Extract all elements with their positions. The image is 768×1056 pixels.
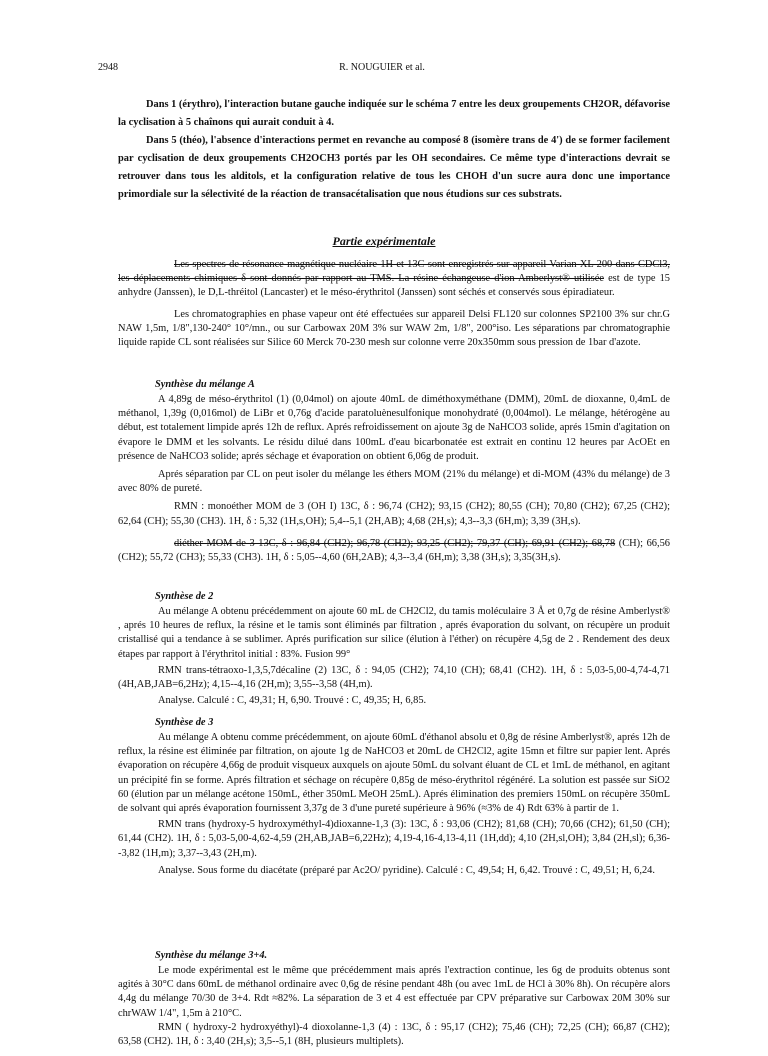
synthesis-2-block: [118, 605, 670, 708]
synthesis-2-analysis: Analyse. Calculé : C, 49,31; H, 6,90. Trouvé : C, 49,35; H, 6,85.: [158, 695, 427, 707]
subsection-title-synthesis-2: Synthèse de 2: [155, 591, 214, 602]
synthesis-a-block: [118, 393, 670, 565]
synthesis-3-4-paragraph-1: Le mode expérimental est le même que précédemment mais aprés l'extraction continue, les 6g de produits obtenus sont agités à 30°C dans 60mL de méthanol ordinaire avec 0,6g de résine pendant 48h (ou avec 1mL de HCl à 30% 8h). On récupère alors 4,4g du mélange 70/30 de 3+4. Rdt ≈82%. La séparation de 3 et 4 est effectuée par CPV préparative sur Carbowax 20M 30% sur chrWAW 1/4", 1,5m à 210°C.: [118, 965, 670, 1019]
experimental-general: [118, 258, 670, 350]
subsection-title-synthesis-a: Synthèse du mélange A: [155, 379, 255, 390]
synthesis-a-paragraph-1: A 4,89g de méso-érythritol (1) (0,04mol) on ajoute 40mL de diméthoxyméthane (DMM), 20mL de dioxanne, 0,4mL de méthanol, 1,39g (0,016mol) de LiBr et 0,76g d'acide paratoluènesulfonique monohydraté (0,004mol). Le mélange, hétérogène au début, est totalement limpide aprés 12h de reflux. Aprés refroidissement on ajoute 3g de NaHCO3 solide, aprés 15min d'agitation on évapore le DMM et les solvants. Le résidu dilué dans 100mL d'eau bicarbonatée est extrait en continu 12 heures par AcOEt en présence de NaHCO3 solide; aprés séchage et évaporation on obtient 6,06g de produit.: [118, 394, 670, 462]
intro-paragraph-2: Dans 5 (théo), l'absence d'interactions permet en revanche au composé 8 (isomère trans de 4') de se former facilement par cyclisation de deux groupements CH2OCH3 portés par les OH secondaires. Ce même type d'interactions devrait se retrouver dans tous les alditols, et la configuration relative de tous les CHOH d'un sucre aura donc une importance primordiale sur la sélectivité de la réaction de transacétalisation que nous étudions sur ces substrats.: [118, 135, 670, 200]
struck-text: Les spectres de résonance magnétique nucléaire 1H et 13C sont enregistrés sur appareil Varian XL 200 dans CDCl3, les déplacements chimiques δ sont donnés par rapport au TMS. La résine échangeuse d'ion Amberlyst® utilisée: [118, 259, 670, 285]
synthesis-3-block: [118, 731, 670, 878]
synthesis-a-paragraph-2: Aprés séparation par CL on peut isoler du mélange les éthers MOM (21% du mélange) et di-MOM (43% du mélange) de 3 avec 80% de pureté.: [118, 469, 670, 495]
synthesis-3-analysis: Analyse. Sous forme du diacétate (préparé par Ac2O/ pyridine). Calculé : C, 49,54; H, 6,42. Trouvé : C, 49,51; H, 6,24.: [158, 864, 655, 876]
synthesis-3-4-block: [118, 964, 670, 1049]
experimental-paragraph-1-rest: est de type 15 anhydre (Janssen), le D,L-thréitol (Lancaster) et le méso-érythritol (Janssen) sont séchés et conservés sous épiradiateur.: [118, 273, 670, 299]
subsection-title-synthesis-3-4: Synthèse du mélange 3+4.: [155, 950, 268, 961]
subsection-title-synthesis-3: Synthèse de 3: [155, 717, 214, 728]
synthesis-3-nmr: RMN trans (hydroxy-5 hydroxyméthyl-4)dioxanne-1,3 (3): 13C, δ : 93,06 (CH2); 81,68 (CH); 70,66 (CH2); 61,50 (CH); 61,44 (CH2). 1H, δ : 5,03-5,00-4,62-4,59 (2H,AB,JAB=6,22Hz); 4,19-4,16-4,13-4,11 (1H,dd); 4,10 (2H,sl,OH); 3,84 (2H,sl); 6,36--3,82 (1H,m); 3,37--3,43 (2H,m).: [118, 819, 670, 859]
page-number: 2948: [98, 62, 118, 73]
synthesis-2-nmr: RMN trans-tétraoxo-1,3,5,7décaline (2) 13C, δ : 94,05 (CH2); 74,10 (CH); 68,41 (CH2). 1H, δ : 5,03-5,00-4,74-4,71 (4H,AB,JAB=6,2Hz); 4,15--4,16 (2H,m); 3,55--3,58 (4H,m).: [118, 664, 670, 691]
synthesis-a-nmr-diether: [118, 537, 670, 565]
section-title: Partie expérimentale: [332, 234, 436, 248]
synthesis-3-4-nmr: RMN ( hydroxy-2 hydroxyéthyl)-4 dioxolanne-1,3 (4) : 13C, δ : 95,17 (CH2); 75,46 (CH); 72,25 (CH); 66,87 (CH2); 63,58 (CH2). 1H, δ : 3,40 (2H,s); 3,5--5,1 (8H, plusieurs multiplets).: [118, 1021, 670, 1048]
synthesis-a-nmr-monoether: RMN : monoéther MOM de 3 (OH I) 13C, δ : 96,74 (CH2); 93,15 (CH2); 80,55 (CH); 70,80 (CH2); 67,25 (CH2); 62,64 (CH); 55,30 (CH3). 1H, δ : 5,32 (1H,s,OH); 5,4--5,1 (2H,AB); 4,68 (2H,s); 4,3--3,3 (6H,m); 3,39 (3H,s).: [118, 501, 670, 527]
experimental-paragraph-1: [118, 258, 670, 301]
running-authors: R. NOUGUIER et al.: [339, 62, 425, 73]
experimental-paragraph-2: Les chromatographies en phase vapeur ont été effectuées sur appareil Delsi FL120 sur colonnes SP2100 3% sur chr.G NAW 1,5m, 1/8",130-240° 10°/mn., ou sur Carbowax 20M 3% sur WAW 2m, 1/8", 200°iso. Les séparations par chromatographie liquide rapide CL sont réalisées sur Silice 60 Merck 70-230 mesh sur colonne verre 20x350mm sous pression de 1bar d'azote.: [118, 308, 670, 349]
synthesis-2-paragraph-1: Au mélange A obtenu précédemment on ajoute 60 mL de CH2Cl2, du tamis moléculaire 3 Å et 0,7g de résine Amberlyst® , aprés 10 heures de reflux, la résine et le tamis sont éliminés par filtration , aprés évaporation du solvant, on récupère un produit cristallisé qui a tendance à se sublimer. Aprés purification sur silice (élution à l'éther) on récupère 4,5g de 2 . Rendement des deux étapes par rapport à l'érythritol initial : 83%. Fusion 99°: [118, 606, 670, 660]
struck-text: diéther MOM de 3 13C, δ : 96,84 (CH2); 96,78 (CH2); 93,25 (CH2); 79,37 (CH); 69,91 (CH2); 68,78: [174, 537, 616, 549]
synthesis-a-nmr-diether-rest: (CH); 66,56 (CH2); 55,72 (CH3); 55,33 (CH3). 1H, δ : 5,05--4,60 (6H,2AB); 4,3--3,4 (6H,m); 3,38 (3H,s); 3,35(3H,s).: [118, 537, 670, 564]
synthesis-3-paragraph-1: Au mélange A obtenu comme précédemment, on ajoute 60mL d'éthanol absolu et 0,8g de résine Amberlyst®, aprés 12h de reflux, la résine est éliminée par filtration, on ajoute 1g de NaHCO3 et 20mL de CH2Cl2, agite 15mn et filtre sur papier lent. Aprés évaporation on récupère 4,66g de produit visqueux auxquels on ajoute 50mL du solvant éluant de CL et 1mL de méthanol, en agitant un précipité fin se forme. Aprés filtration et séchage on récupère 0,85g de méso-érythritol régénéré. La solution est passée sur SiO2 60 (élution par un mélange acétone 150mL, éther 350mL MeOH 25mL). Aprés élimination des premiers 150mL on récupère 350mL de solvant qui aprés évaporation fournissent 3,37g de 3 d'une pureté supérieure à 96% (≈3% de 4) Rdt 63% à partir de 1.: [118, 732, 670, 815]
intro-block: [118, 96, 670, 204]
intro-paragraph-1: Dans 1 (érythro), l'interaction butane gauche indiquée sur le schéma 7 entre les deux groupements CH2OR, défavorise la cyclisation à 5 chaînons qui aurait conduit à 4.: [118, 99, 670, 128]
running-header: [98, 62, 666, 78]
